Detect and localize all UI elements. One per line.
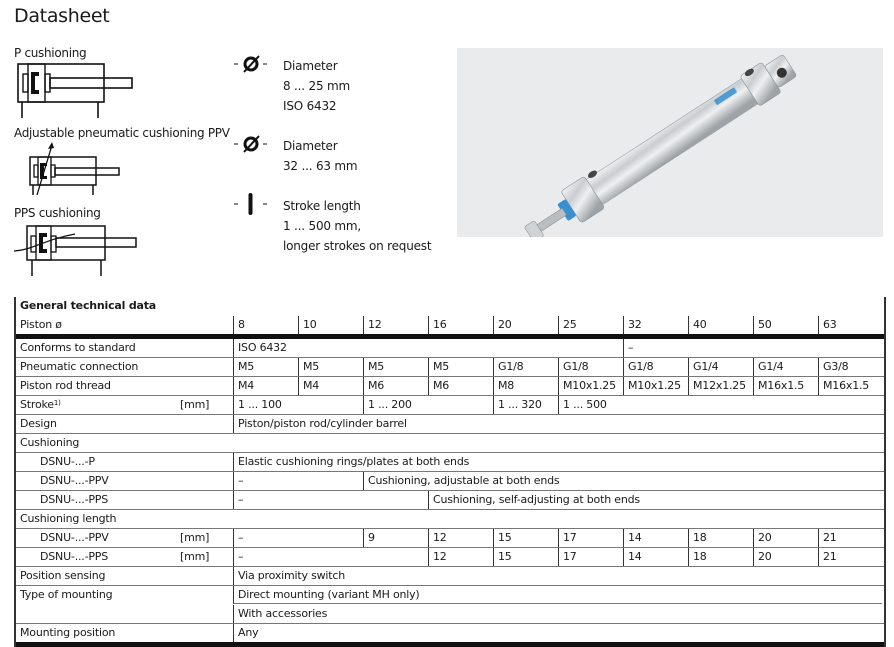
spec-stroke-length — [232, 192, 452, 262]
cell-value: Cushioning, adjustable at both ends — [363, 472, 882, 490]
cell-value: 20 — [753, 529, 818, 547]
cell-value: 12 — [428, 529, 493, 547]
row-label: DSNU-...-P — [40, 455, 95, 468]
symbol-label-ppv: Adjustable pneumatic cushioning PPV — [14, 126, 230, 140]
table-row-design — [16, 415, 884, 434]
cell-value: 15 — [493, 529, 558, 547]
table-row-cushioning-length — [16, 510, 884, 529]
cell-value: 18 — [688, 548, 753, 566]
cylinder-pps-cushioning-symbol — [13, 224, 139, 278]
table-section-header — [16, 297, 884, 316]
row-label: DSNU-...-PPS — [40, 550, 109, 563]
spec-diameter-large — [232, 132, 452, 182]
cell-value: M16x1.5 — [753, 377, 818, 395]
cell-value: 20 — [753, 548, 818, 566]
cell-value: G3/8 — [818, 358, 882, 376]
table-row-position-sensing — [16, 567, 884, 586]
cell-value: 1 ... 500 — [558, 396, 882, 414]
row-label: DSNU-...-PPS — [40, 493, 109, 506]
table-row-piston-rod-thread — [16, 377, 884, 396]
cell-value: ISO 6432 — [233, 339, 623, 357]
table-row-stroke — [16, 396, 884, 415]
cell-value: – — [233, 472, 363, 490]
cell-value: M4 — [233, 377, 298, 395]
cell-value: 1 ... 200 — [363, 396, 493, 414]
pneumatic-cylinder-image — [457, 48, 883, 237]
spec-line: Stroke length — [283, 199, 361, 213]
table-row-cushioning-pps — [16, 491, 884, 510]
cell-value: Cushioning, self-adjusting at both ends — [428, 491, 882, 509]
row-label: Cushioning length — [20, 512, 117, 525]
row-label: Piston rod thread — [20, 379, 111, 392]
spec-line: 32 ... 63 mm — [283, 159, 358, 173]
piston-col-40: 40 — [688, 316, 753, 334]
cell-value: Direct mounting (variant MH only) — [233, 586, 882, 604]
cell-value: 9 — [363, 529, 428, 547]
piston-col-20: 20 — [493, 316, 558, 334]
row-label: Conforms to standard — [20, 341, 136, 354]
cell-value: G1/8 — [558, 358, 623, 376]
piston-col-12: 12 — [363, 316, 428, 334]
row-label: DSNU-...-PPV — [40, 474, 109, 487]
cell-value: Piston/piston rod/cylinder barrel — [233, 415, 882, 433]
stroke-length-icon — [232, 192, 272, 216]
cell-value: – — [233, 548, 428, 566]
cylinder-p-cushioning-symbol — [17, 63, 135, 119]
cylinder-ppv-cushioning-symbol — [28, 141, 122, 195]
symbol-label-p: P cushioning — [14, 46, 87, 60]
spec-line: 8 ... 25 mm — [283, 79, 350, 93]
row-label: Mounting position — [20, 626, 116, 639]
cell-value: M10x1.25 — [623, 377, 688, 395]
table-row-type-of-mounting — [16, 586, 884, 624]
cell-value: – — [623, 339, 882, 357]
row-label: Type of mounting — [20, 588, 113, 601]
piston-diameter-header-row — [16, 316, 884, 339]
cell-value: 1 ... 100 — [233, 396, 363, 414]
cell-value: M6 — [363, 377, 428, 395]
cell-value: M10x1.25 — [558, 377, 623, 395]
spec-line: ISO 6432 — [283, 99, 337, 113]
cell-value: Elastic cushioning rings/plates at both ends — [233, 453, 882, 471]
row-label: Pneumatic connection — [20, 360, 139, 373]
unit-label: [mm] — [180, 398, 210, 411]
table-row-cushioning-length-ppv — [16, 529, 884, 548]
cell-value: With accessories — [233, 605, 882, 623]
cell-value: M16x1.5 — [818, 377, 882, 395]
row-label: Position sensing — [20, 569, 106, 582]
cell-value: M5 — [233, 358, 298, 376]
cell-value: 18 — [688, 529, 753, 547]
cell-value: 15 — [493, 548, 558, 566]
stroke-label: Stroke — [20, 398, 54, 411]
spec-diameter-small — [232, 52, 452, 122]
footnote-marker: 1) — [53, 399, 61, 407]
row-label: DSNU-...-PPV — [40, 531, 109, 544]
row-label: Cushioning — [20, 436, 80, 449]
cell-value: M5 — [298, 358, 363, 376]
piston-col-10: 10 — [298, 316, 363, 334]
product-image — [457, 48, 883, 237]
cell-value: – — [233, 491, 428, 509]
spec-line: 1 ... 500 mm, — [283, 219, 362, 233]
general-technical-data-table — [14, 297, 886, 647]
symbol-label-pps: PPS cushioning — [14, 206, 101, 220]
diameter-icon — [232, 52, 272, 76]
cell-value: G1/8 — [623, 358, 688, 376]
table-row-cushioning-p — [16, 453, 884, 472]
row-label: Design — [20, 417, 57, 430]
cell-value: Any — [233, 624, 882, 642]
cell-value: M8 — [493, 377, 558, 395]
unit-label: [mm] — [180, 550, 210, 563]
cell-value: 21 — [818, 548, 882, 566]
cell-value: M5 — [428, 358, 493, 376]
spec-line: Diameter — [283, 139, 338, 153]
table-row-pneumatic-connection — [16, 358, 884, 377]
cell-value: 12 — [428, 548, 493, 566]
cell-value: 14 — [623, 529, 688, 547]
diameter-icon — [232, 132, 272, 156]
piston-col-50: 50 — [753, 316, 818, 334]
cell-value: G1/4 — [688, 358, 753, 376]
spec-line: longer strokes on request — [283, 239, 432, 253]
cell-value: Via proximity switch — [233, 567, 882, 585]
piston-col-32: 32 — [623, 316, 688, 334]
table-row-cushioning-ppv — [16, 472, 884, 491]
cell-value: M6 — [428, 377, 493, 395]
cell-value: 21 — [818, 529, 882, 547]
piston-col-8: 8 — [233, 316, 298, 334]
table-row-cushioning-length-pps — [16, 548, 884, 567]
spec-line: Diameter — [283, 59, 338, 73]
section-title: General technical data — [20, 299, 157, 312]
cell-value: – — [233, 529, 363, 547]
cell-value: M5 — [363, 358, 428, 376]
piston-col-63: 63 — [818, 316, 882, 334]
piston-col-25: 25 — [558, 316, 623, 334]
table-row-cushioning — [16, 434, 884, 453]
cell-value: 1 ... 320 — [493, 396, 558, 414]
piston-col-16: 16 — [428, 316, 493, 334]
cell-value: M12x1.25 — [688, 377, 753, 395]
table-row-conforms — [16, 339, 884, 358]
piston-label: Piston ø — [20, 318, 62, 331]
table-row-mounting-position — [16, 624, 884, 647]
cell-value: G1/4 — [753, 358, 818, 376]
cell-value: 17 — [558, 548, 623, 566]
cell-value: 17 — [558, 529, 623, 547]
row-label — [16, 396, 176, 414]
cell-value: G1/8 — [493, 358, 558, 376]
page-title: Datasheet — [14, 5, 110, 27]
cell-value: M4 — [298, 377, 363, 395]
unit-label: [mm] — [180, 531, 210, 544]
cell-value: 14 — [623, 548, 688, 566]
